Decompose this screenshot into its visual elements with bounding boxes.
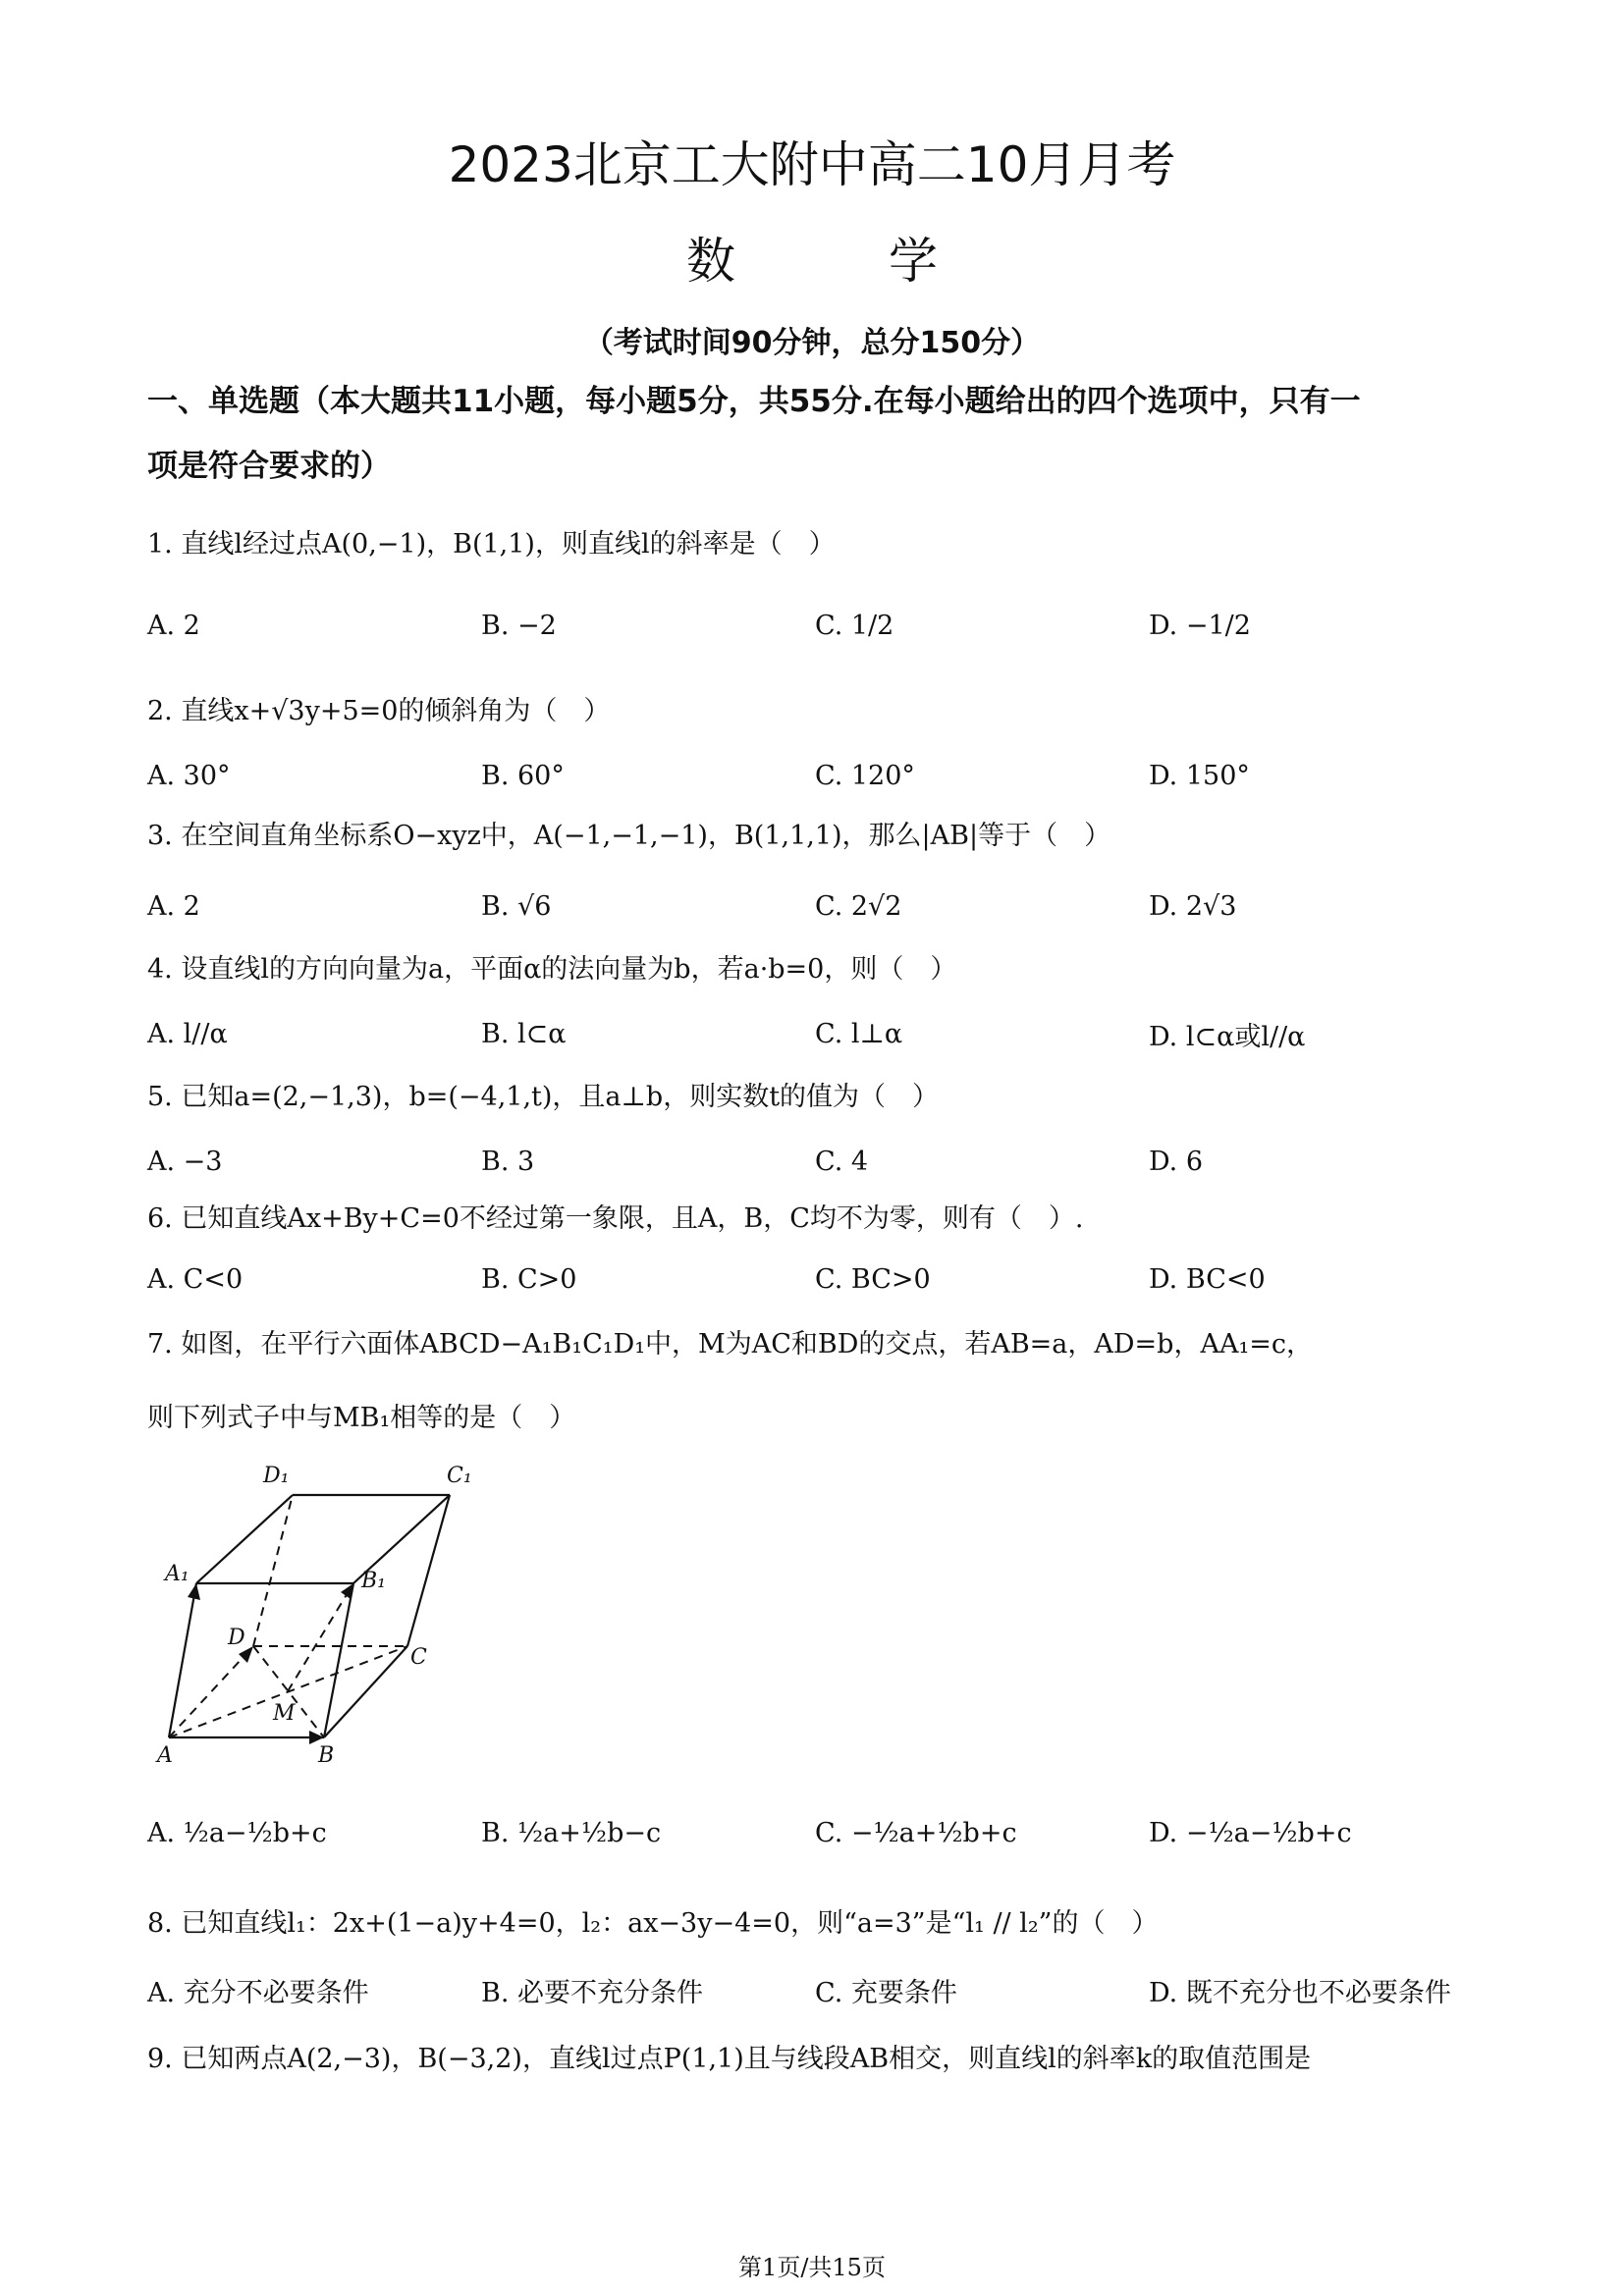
q6-option-d: D. BC<0 [1149, 1263, 1266, 1295]
question-2-options [147, 751, 1502, 800]
q2-option-a: A. 30° [147, 760, 231, 791]
q6-option-a: A. C<0 [147, 1263, 244, 1295]
question-3-options [147, 881, 1502, 931]
label-a: A [157, 1743, 173, 1768]
label-d: D [228, 1626, 245, 1650]
q8-option-c: C. 充要条件 [815, 1977, 957, 2008]
q6-option-b: B. C>0 [481, 1263, 577, 1295]
q4-option-c: C. l⊥α [815, 1018, 903, 1049]
section-heading-line2: 项是符合要求的） [147, 449, 391, 484]
question-1-stem: 1. 直线l经过点A(0,−1)，B(1,1)，则直线l的斜率是（ ） [147, 529, 836, 560]
question-6-options [147, 1255, 1502, 1304]
q1-option-d: D. −1/2 [1149, 610, 1251, 641]
exam-title: 2023北京工大附中高二10月月考 [448, 136, 1176, 193]
q7-option-a: A. ½a−½b+c [147, 1817, 327, 1848]
question-7-stem-line1: 7. 如图，在平行六面体ABCD−A₁B₁C₁D₁中，M为AC和BD的交点，若AB=a，AD=b，AA₁=c， [147, 1329, 1314, 1360]
question-7-options [147, 1808, 1502, 1857]
q5-option-c: C. 4 [815, 1146, 869, 1177]
question-3-stem: 3. 在空间直角坐标系O−xyz中，A(−1,−1,−1)，B(1,1,1)，那么|AB|等于（ ） [147, 821, 1111, 851]
q7-option-c: C. −½a+½b+c [815, 1817, 1017, 1848]
exam-info: （考试时间90分钟，总分150分） [583, 326, 1041, 360]
q7-option-b: B. ½a+½b−c [481, 1817, 662, 1848]
q2-option-b: B. 60° [481, 760, 565, 791]
label-m: M [273, 1701, 296, 1726]
q5-option-d: D. 6 [1149, 1146, 1204, 1177]
q8-option-a: A. 充分不必要条件 [147, 1977, 369, 2008]
q6-option-c: C. BC>0 [815, 1263, 931, 1295]
question-8-stem: 8. 已知直线l₁：2x+(1−a)y+4=0，l₂：ax−3y−4=0，则“a=3”是“l₁ // l₂”的（ ） [147, 1908, 1159, 1939]
question-1-options [147, 601, 1502, 650]
q3-option-d: D. 2√3 [1149, 890, 1237, 922]
question-2-stem: 2. 直线x+√3y+5=0的倾斜角为（ ） [147, 696, 611, 726]
question-7-stem-line2: 则下列式子中与MB₁相等的是（ ） [147, 1403, 576, 1433]
label-c: C [410, 1645, 427, 1670]
question-5-stem: 5. 已知a=(2,−1,3)，b=(−4,1,t)，且a⊥b，则实数t的值为（ ） [147, 1082, 940, 1112]
q4-option-b: B. l⊂α [481, 1018, 567, 1049]
q3-option-c: C. 2√2 [815, 890, 902, 922]
q8-option-d: D. 既不充分也不必要条件 [1149, 1977, 1451, 2008]
q4-option-d: D. l⊂α或l//α [1149, 1021, 1306, 1052]
subject-title: 数 学 [686, 233, 1006, 290]
question-5-options [147, 1137, 1502, 1186]
label-c1: C₁ [447, 1464, 472, 1488]
label-b1: B₁ [361, 1569, 386, 1593]
q3-option-a: A. 2 [147, 890, 200, 922]
question-4-options [147, 1009, 1502, 1058]
label-b: B [318, 1743, 335, 1768]
parallelepiped-figure [147, 1453, 501, 1772]
q2-option-d: D. 150° [1149, 760, 1250, 791]
label-d1: D₁ [263, 1464, 290, 1488]
label-a1: A₁ [165, 1562, 189, 1586]
q1-option-c: C. 1/2 [815, 610, 894, 641]
question-6-stem: 6. 已知直线Ax+By+C=0不经过第一象限，且A，B，C均不为零，则有（ ）. [147, 1203, 1084, 1234]
page-footer: 第1页/共15页 [738, 2254, 886, 2281]
q1-option-b: B. −2 [481, 610, 557, 641]
q2-option-c: C. 120° [815, 760, 915, 791]
question-4-stem: 4. 设直线l的方向向量为a，平面α的法向量为b，若a·b=0，则（ ） [147, 954, 957, 985]
q8-option-b: B. 必要不充分条件 [481, 1977, 704, 2008]
q1-option-a: A. 2 [147, 610, 200, 641]
question-8-options [147, 1965, 1502, 2014]
q5-option-b: B. 3 [481, 1146, 535, 1177]
question-9-stem: 9. 已知两点A(2,−3)，B(−3,2)，直线l过点P(1,1)且与线段AB相交，则直线l的斜率k的取值范围是 [147, 2044, 1312, 2074]
q5-option-a: A. −3 [147, 1146, 223, 1177]
section-heading-line1: 一、单选题（本大题共11小题，每小题5分，共55分.在每小题给出的四个选项中，只有一 [147, 384, 1361, 419]
q7-option-d: D. −½a−½b+c [1149, 1817, 1352, 1848]
q4-option-a: A. l//α [147, 1018, 228, 1049]
q3-option-b: B. √6 [481, 890, 552, 922]
